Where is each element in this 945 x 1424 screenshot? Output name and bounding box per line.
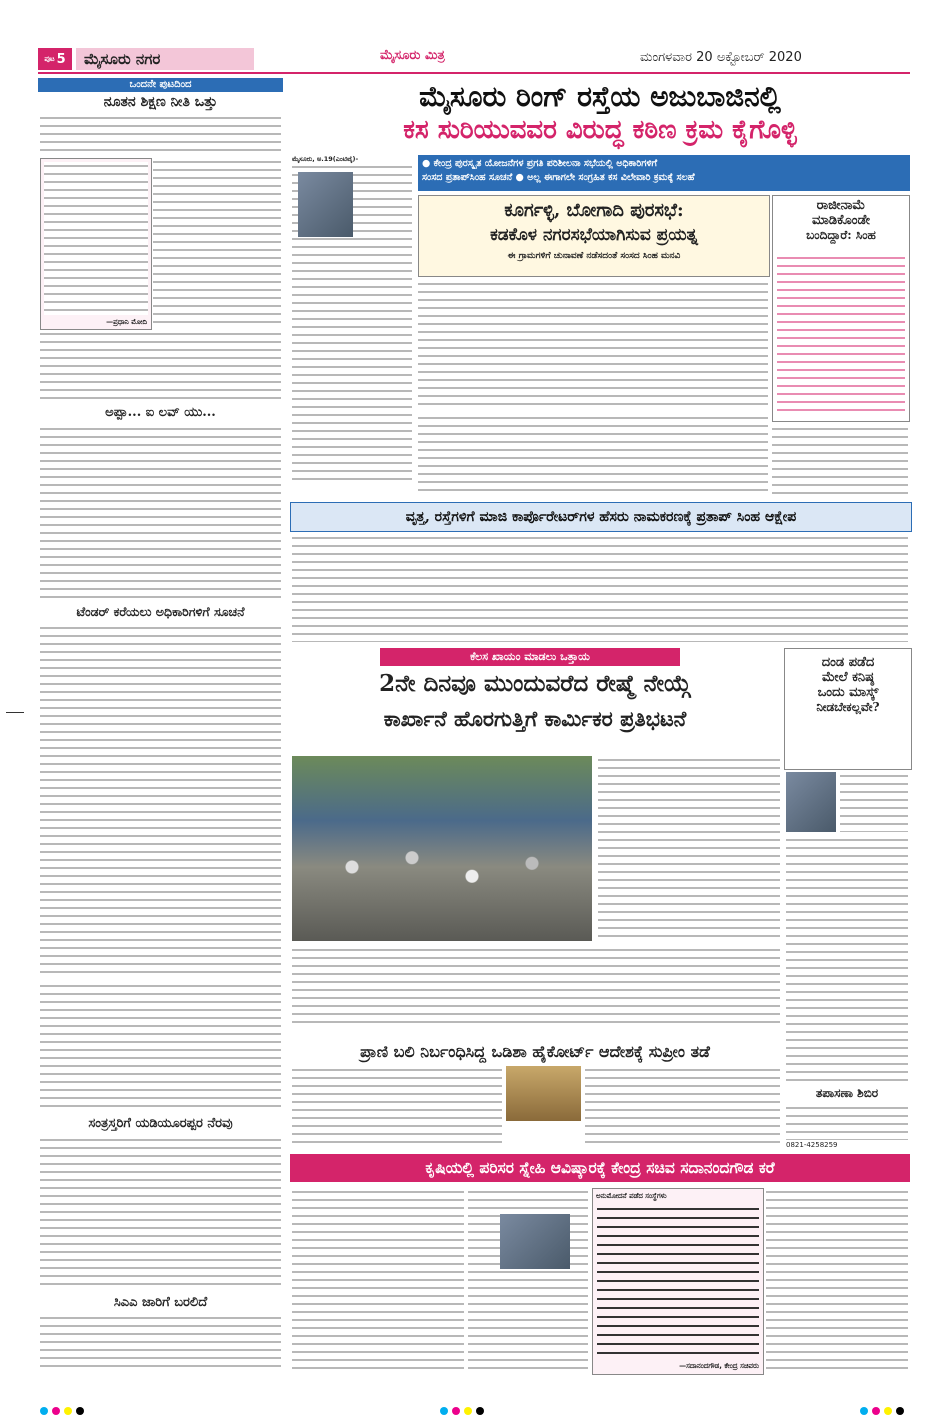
- print-mark-magenta: [872, 1407, 880, 1415]
- side-body-lower: [772, 425, 908, 495]
- print-mark-magenta: [452, 1407, 460, 1415]
- left-inset-box: [40, 158, 152, 330]
- print-marks-center: [440, 1400, 488, 1419]
- print-mark-cyan: [860, 1407, 868, 1415]
- left-byline: —ಪ್ರಧಾನಿ ಮೋದಿ: [106, 318, 147, 326]
- mask-body-2: [786, 836, 908, 1081]
- mp-photo: [298, 172, 353, 237]
- mask-box: [784, 648, 912, 770]
- farm-body-1: [292, 1188, 464, 1373]
- mask-body: [840, 772, 908, 832]
- minister-photo: [500, 1214, 570, 1269]
- banner-2-body: [292, 534, 908, 642]
- left-head-3: ಟೆಂಡರ್ ಕರೆಯಲು ಅಧಿಕಾರಿಗಳಿಗೆ ಸೂಚನೆ: [76, 604, 245, 619]
- page-number-badge: [38, 48, 72, 70]
- left-head-4: ಸಂತ್ರಸ್ತರಿಗೆ ಯಡಿಯೂರಪ್ಪರ ನೆರವು: [88, 1116, 233, 1131]
- banner-2-head: ವೃತ್ತ, ರಸ್ತೆಗಳಿಗೆ ಮಾಜಿ ಕಾರ್ಪೊರೇಟರ್‌ಗಳ ಹೆಸರು ನಾಮಕರಣಕ್ಕೆ ಪ್ರತಾಪ್ ಸಿಂಹ ಆಕ್ಷೇಪ: [405, 509, 797, 525]
- supreme-court-photo: [506, 1066, 581, 1121]
- margin-tick: [6, 712, 24, 713]
- court-body-1: [292, 1066, 502, 1148]
- farm-headline: ಕೃಷಿಯಲ್ಲಿ ಪರಿಸರ ಸ್ನೇಹಿ ಆವಿಷ್ಕಾರಕ್ಕೆ ಕೇಂದ್ರ ಸಚಿವ ಸದಾನಂದಗೌಡ ಕರೆ: [425, 1158, 775, 1177]
- court-body-2: [585, 1066, 780, 1148]
- side-box-head-2: ಮಾಡಿಕೊಂಡೇ: [811, 213, 871, 228]
- side-box-head-1: ರಾಜೀನಾಮೆ: [816, 198, 866, 213]
- court-headline: ಪ್ರಾಣಿ ಬಲಿ ನಿರ್ಬಂಧಿಸಿದ್ದ ಒಡಿಶಾ ಹೈಕೋರ್ಟ್ ಆದೇಶಕ್ಕೆ ಸುಪ್ರೀಂ ತಡೆ: [360, 1042, 710, 1061]
- side-box: [772, 195, 910, 422]
- left-kicker: ಒಂದನೇ ಪುಟದಿಂದ: [38, 78, 283, 92]
- left-head-2: ಅಪ್ಪಾ... ಐ ಲವ್ ಯು...: [105, 405, 216, 420]
- camp-phone: 0821-4258259: [786, 1141, 838, 1149]
- farm-banner: [290, 1154, 910, 1182]
- silk-kicker: ಕೆಲಸ ಖಾಯಂ ಮಾಡಲು ಒತ್ತಾಯ: [380, 648, 680, 666]
- mask-head-4: ನೀಡಬೇಕಲ್ಲವೇ?: [816, 700, 880, 714]
- farm-quote-label: ಅನುಮೋದನೆ ಪಡೆದ ಸಂಸ್ಥೆಗಳು: [596, 1192, 667, 1200]
- protest-photo: [292, 756, 592, 941]
- lead-headline-line2: ಕಸ ಸುರಿಯುವವರ ವಿರುದ್ಧ ಕಠಿಣ ಕ್ರಮ ಕೈಗೊಳ್ಳಿ: [403, 115, 797, 145]
- mask-head-2: ಮೇಲೆ ಕನಿಷ್ಠ: [821, 670, 874, 685]
- lead-headline-line1: ಮೈಸೂರು ರಿಂಗ್ ರಸ್ತೆಯ ಅಜುಬಾಜಿನಲ್ಲಿ: [419, 80, 781, 113]
- print-mark-black: [476, 1407, 484, 1415]
- lead-dateline: ಮೈಸೂರು, ಅ.19(ಎಂಟಿವೈ)-: [292, 155, 412, 165]
- side-box-head-3: ಬಂದಿದ್ದಾರೆ: ಸಿಂಹ: [806, 228, 876, 242]
- sub-story-strap: ಈ ಗ್ರಾಮಗಳಿಗೆ ಚುನಾವಣೆ ನಡೆಸದಂತೆ ಸಂಸದ ಸಿಂಹ ಮನವಿ: [507, 251, 681, 261]
- paper-name: ಮೈಸೂರು ಮಿತ್ರ: [380, 48, 445, 63]
- lead-strap-2: ಸಂಸದ ಪ್ರತಾಪ್‌ಸಿಂಹ ಸೂಚನೆ ● ಅಲ್ಲ ಈಗಾಗಲೇ ಸಂಗ್ರಹಿತ ಕಸ ವಿಲೇವಾರಿ ಕ್ರಮಕ್ಕೆ ಸಲಹೆ: [422, 172, 695, 183]
- print-mark-magenta: [52, 1407, 60, 1415]
- sub-story-body: [418, 280, 768, 410]
- left-body-8: [40, 1314, 281, 1372]
- sub-story-head-1: ಕೂರ್ಗಳ್ಳಿ, ಬೋಗಾದಿ ಪುರಸಭೆ:: [504, 200, 684, 221]
- print-mark-cyan: [440, 1407, 448, 1415]
- left-body-4: [40, 425, 281, 600]
- left-body-1: [40, 114, 281, 154]
- print-marks-left: [40, 1400, 88, 1419]
- silk-headline-2: ಕಾರ್ಖಾನೆ ಹೊರಗುತ್ತಿಗೆ ಕಾರ್ಮಿಕರ ಪ್ರತಿಭಟನೆ: [383, 706, 687, 731]
- print-mark-yellow: [64, 1407, 72, 1415]
- left-body-3: [40, 330, 281, 400]
- sub-story-box: [418, 195, 770, 277]
- left-body-5: [40, 624, 281, 979]
- farm-body-3: [766, 1188, 908, 1373]
- silk-body-bottom: [292, 946, 780, 1028]
- print-mark-yellow: [884, 1407, 892, 1415]
- section-title: ಮೈಸೂರು ನಗರ: [76, 48, 254, 70]
- silk-headline-1: 2ನೇ ದಿನವೂ ಮುಂದುವರೆದ ರೇಷ್ಮೆ ನೇಯ್ಗೆ: [379, 670, 691, 697]
- mask-head-1: ದಂಡ ಪಡೆದ: [821, 655, 875, 670]
- print-mark-black: [896, 1407, 904, 1415]
- issue-date: ಮಂಗಳವಾರ 20 ಅಕ್ಟೋಬರ್ 2020: [640, 50, 802, 65]
- silk-body-right: [598, 756, 780, 941]
- left-head-5: ಸಿಎಎ ಜಾರಿಗೆ ಬರಲಿದೆ: [113, 1295, 208, 1310]
- left-body-7: [40, 1136, 281, 1291]
- banner-2: [290, 502, 912, 532]
- print-marks-right: [860, 1400, 908, 1419]
- print-mark-black: [76, 1407, 84, 1415]
- page-label: ಪುಟ: [44, 54, 55, 63]
- sub-story-head-2: ಕಡಕೊಳ ನಗರಸಭೆಯಾಗಿಸುವ ಪ್ರಯತ್ನ: [490, 225, 698, 245]
- lead-strap-1: ● ಕೇಂದ್ರ ಪುರಸ್ಕೃತ ಯೋಜನೆಗಳ ಪ್ರಗತಿ ಪರಿಶೀಲನಾ ಸಭೆಯಲ್ಲಿ ಅಧಿಕಾರಿಗಳಿಗೆ: [422, 158, 658, 169]
- lead-strap-box: [418, 155, 910, 191]
- mask-head-3: ಒಂದು ಮಾಸ್ಕ್: [817, 685, 879, 700]
- left-body-6: [40, 982, 281, 1112]
- left-head-1: ನೂತನ ಶಿಕ್ಷಣ ನೀತಿ ಒತ್ತು: [103, 94, 218, 110]
- page-number: 5: [56, 51, 66, 67]
- farm-quote-box: [592, 1188, 764, 1375]
- camp-head: ತಪಾಸಣಾ ಶಿಬಿರ: [815, 1086, 879, 1100]
- left-body-2: [153, 158, 281, 328]
- masthead-rule: [38, 72, 910, 74]
- print-mark-yellow: [464, 1407, 472, 1415]
- farm-quote-byline: —ಸದಾನಂದಗೌಡ, ಕೇಂದ್ರ ಸಚಿವರು: [679, 1362, 759, 1370]
- print-mark-cyan: [40, 1407, 48, 1415]
- lead-body-lower: [418, 414, 768, 494]
- camp-body: [786, 1104, 908, 1140]
- mask-photo: [786, 772, 836, 832]
